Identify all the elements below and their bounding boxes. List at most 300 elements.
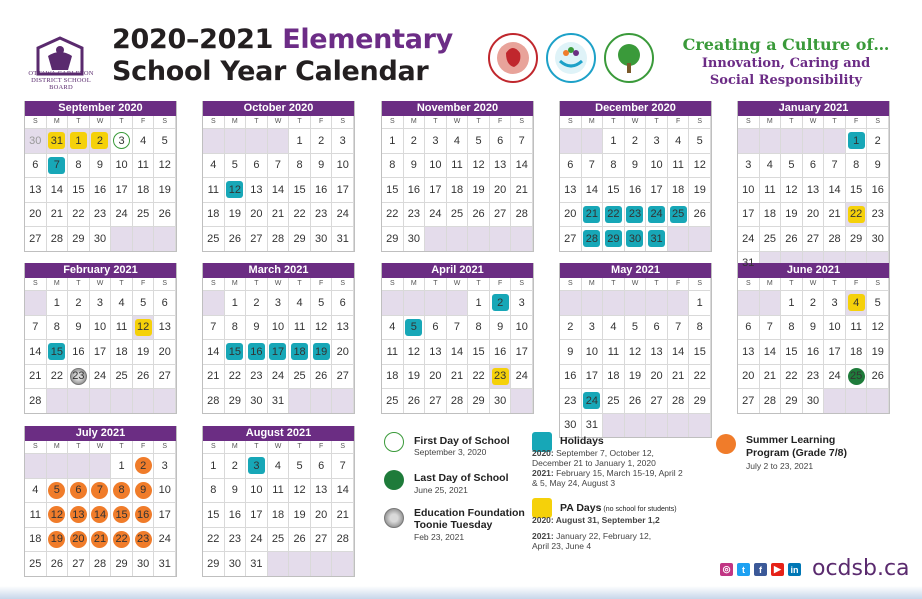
day-cell [311,478,333,503]
day-number: 28 [763,394,776,407]
first-day-legend-date: September 3, 2020 [414,447,487,457]
day-cell [404,202,426,227]
day-number: 31 [50,134,63,147]
day-cell [268,153,290,178]
day-cell [425,339,447,364]
toonie-legend-title2: Toonie Tuesday [414,519,493,531]
day-number: 15 [115,508,128,521]
day-cell [311,502,333,527]
day-cell [246,339,268,364]
day-cell [203,339,225,364]
day-number: 26 [693,208,706,221]
day-cell [111,453,133,478]
youtube-icon[interactable]: ▶ [771,563,784,576]
weekday-label: F [133,116,155,128]
day-number: 16 [871,183,884,196]
day-cell [625,413,647,438]
day-number: 15 [693,345,706,358]
day-cell [311,128,333,153]
day-number: 26 [315,370,328,383]
day-number: 25 [137,208,150,221]
day-cell [154,128,176,153]
day-number: 22 [607,208,620,221]
day-number: 8 [610,159,617,172]
month-calendar [202,263,355,414]
day-number: 26 [228,232,241,245]
day-number: 21 [828,208,841,221]
day-number: 25 [293,370,306,383]
pa-days-2021-dates: January 22, February 12, [553,531,652,541]
day-number: 16 [93,183,107,196]
day-cell [382,226,404,251]
day-cell [154,315,176,340]
day-cell [738,226,760,251]
day-number: 27 [650,394,663,407]
day-cell [154,478,176,503]
day-number: 15 [228,345,241,358]
day-cell [803,226,825,251]
day-number: 10 [515,321,528,334]
summer-learning-legend-icon [716,434,736,454]
day-cell [689,388,711,413]
weekday-label: T [289,116,311,128]
day-cell [90,453,112,478]
day-cell [404,177,426,202]
weekday-label: S [25,278,47,290]
day-cell [646,315,668,340]
weekday-header [738,278,889,290]
day-cell [111,527,133,552]
day-number: 9 [567,345,574,358]
day-cell [760,364,782,389]
month-title: January 2021 [738,101,889,116]
day-cell [490,388,512,413]
day-cell [824,364,846,389]
weekday-label: S [867,116,889,128]
day-cell [332,153,354,178]
day-number: 19 [871,345,884,358]
logo-text-line1: OTTAWA CARLETON [28,70,94,77]
day-number: 13 [742,345,755,358]
day-cell [133,453,155,478]
day-cell [332,551,354,576]
day-cell [68,128,90,153]
day-cell [154,453,176,478]
day-number: 5 [296,459,303,472]
month-title: March 2021 [203,263,354,278]
weekday-header [560,278,711,290]
day-number: 12 [293,484,306,497]
day-number: 9 [809,321,817,334]
day-cell [289,315,311,340]
pa-days-title-note: (no school for students) [601,506,677,513]
day-cell [646,226,668,251]
day-cell [560,388,582,413]
day-cell [268,527,290,552]
day-cell [404,153,426,178]
day-cell [47,153,69,178]
day-cell [246,388,268,413]
day-grid [25,290,176,413]
day-cell [824,339,846,364]
day-cell [225,226,247,251]
day-number: 8 [53,321,60,334]
day-number: 17 [115,183,128,196]
weekday-label: T [111,116,133,128]
day-cell [154,226,176,251]
day-cell [846,153,868,178]
day-cell [68,315,90,340]
day-cell [47,388,69,413]
day-number: 2 [631,134,639,147]
day-number: 6 [432,321,439,334]
day-cell [646,177,668,202]
day-grid [25,453,176,576]
day-cell [68,388,90,413]
title-year: 2020–2021 [112,24,283,55]
day-cell [760,177,782,202]
day-number: 11 [207,183,219,196]
day-number: 29 [72,232,85,245]
day-cell [425,290,447,315]
day-cell [738,364,760,389]
weekday-label: M [404,116,426,128]
day-cell [203,290,225,315]
day-cell [268,226,290,251]
day-number: 1 [696,296,703,309]
day-number: 17 [742,208,755,221]
day-number: 7 [32,321,39,334]
summer-legend-title1: Summer Learning [746,434,836,446]
day-number: 11 [672,159,684,172]
weekday-label: T [68,116,90,128]
day-cell [311,315,333,340]
day-number: 12 [407,345,420,358]
day-number: 29 [472,394,485,407]
day-number: 24 [93,370,107,383]
day-cell [311,153,333,178]
day-cell [824,153,846,178]
day-cell [603,177,625,202]
day-number: 27 [564,232,577,245]
day-number: 14 [271,183,285,196]
day-number: 17 [158,508,171,521]
instagram-icon[interactable]: ◎ [720,563,733,576]
day-number: 5 [161,134,168,147]
day-number: 28 [50,232,63,245]
day-number: 14 [50,183,63,196]
day-cell [382,290,404,315]
day-cell [133,128,155,153]
day-cell [646,413,668,438]
day-cell [246,527,268,552]
weekday-label: S [689,116,711,128]
day-cell [404,388,426,413]
day-cell [425,388,447,413]
day-cell [447,339,469,364]
day-cell [468,364,490,389]
day-number: 23 [564,394,577,407]
day-number: 30 [29,134,42,147]
day-number: 24 [115,208,128,221]
day-number: 25 [271,533,285,546]
weekday-label: T [68,441,90,453]
day-cell [425,315,447,340]
day-number: 9 [140,484,147,497]
day-number: 13 [336,321,349,334]
day-cell [25,551,47,576]
pa-days-title-text: PA Days [560,502,602,514]
weekday-label: M [760,116,782,128]
weekday-header [382,278,533,290]
day-number: 21 [29,370,42,383]
day-number: 7 [274,159,282,172]
day-cell [203,226,225,251]
weekday-label: S [382,116,404,128]
weekday-label: S [154,116,176,128]
website-link[interactable]: ocdsb.ca [812,556,910,581]
day-cell [511,226,533,251]
day-number: 1 [118,459,125,472]
day-number: 11 [764,183,776,196]
day-cell [803,128,825,153]
day-number: 23 [137,533,150,546]
day-number: 7 [210,321,217,334]
day-number: 11 [386,345,398,358]
weekday-label: S [560,116,582,128]
day-number: 15 [785,345,798,358]
holidays-2020-dates: September 7, October 12, [553,448,654,458]
month-title: April 2021 [382,263,533,278]
day-cell [582,202,604,227]
day-cell [25,453,47,478]
day-number: 19 [228,208,241,221]
day-cell [603,290,625,315]
holidays-2021-dates: February 15, March 15-19, April 2 [553,468,683,478]
day-cell [68,153,90,178]
weekday-label: T [68,278,90,290]
day-cell [668,128,690,153]
logo-text-line2: DISTRICT SCHOOL BOARD [31,77,91,91]
day-cell [582,226,604,251]
day-cell [689,339,711,364]
linkedin-icon[interactable]: in [788,563,801,576]
day-cell [646,153,668,178]
month-title: August 2021 [203,426,354,441]
day-number: 15 [72,183,85,196]
day-number: 18 [763,208,776,221]
day-cell [289,153,311,178]
day-cell [738,202,760,227]
day-cell [203,128,225,153]
day-cell [603,364,625,389]
day-number: 9 [75,321,82,334]
day-number: 9 [318,159,325,172]
day-cell [781,177,803,202]
day-cell [560,315,582,340]
day-cell [490,177,512,202]
day-cell [90,315,112,340]
day-number: 8 [853,159,860,172]
day-number: 20 [742,370,755,383]
day-number: 11 [137,159,149,172]
month-title: December 2020 [560,101,711,116]
day-number: 31 [650,232,663,245]
day-grid [738,290,889,413]
day-number: 19 [137,345,150,358]
culture-line2: Innovation, Caring and [701,56,871,71]
day-number: 3 [161,459,168,472]
day-number: 31 [158,557,171,570]
day-cell [289,128,311,153]
weekday-label: S [382,278,404,290]
day-cell [68,177,90,202]
day-number: 27 [429,394,442,407]
day-cell [111,364,133,389]
day-cell [203,153,225,178]
day-cell [867,364,889,389]
day-cell [225,551,247,576]
day-cell [332,339,354,364]
day-cell [268,453,290,478]
day-number: 30 [806,394,820,407]
day-cell [646,339,668,364]
day-cell [738,315,760,340]
day-number: 3 [831,296,838,309]
day-cell [25,128,47,153]
day-cell [289,502,311,527]
day-cell [625,177,647,202]
day-cell [625,315,647,340]
day-cell [760,315,782,340]
day-cell [332,527,354,552]
day-cell [846,128,868,153]
day-cell [47,339,69,364]
weekday-label: T [246,278,268,290]
culture-tagline [662,35,910,89]
day-number: 20 [72,533,85,546]
holidays-2021-line [532,468,683,478]
day-number: 4 [853,296,860,309]
day-number: 18 [672,183,685,196]
day-number: 18 [115,345,128,358]
day-number: 18 [137,183,150,196]
day-number: 28 [29,394,42,407]
day-number: 23 [494,370,507,383]
day-cell [68,364,90,389]
day-number: 9 [497,321,504,334]
day-cell [25,478,47,503]
day-number: 22 [850,208,863,221]
day-number: 8 [475,321,482,334]
day-cell [846,388,868,413]
day-cell [47,364,69,389]
weekday-label: M [225,278,247,290]
day-number: 23 [72,370,85,383]
weekday-header [203,278,354,290]
day-number: 26 [472,208,485,221]
day-cell [468,315,490,340]
day-cell [311,453,333,478]
twitter-icon[interactable]: t [737,563,750,576]
day-number: 22 [207,533,220,546]
day-cell [154,551,176,576]
day-cell [90,478,112,503]
day-cell [289,527,311,552]
day-cell [447,153,469,178]
day-cell [803,177,825,202]
day-number: 16 [628,183,642,196]
facebook-icon[interactable]: f [754,563,767,576]
day-cell [154,339,176,364]
day-number: 21 [336,508,349,521]
day-cell [781,226,803,251]
weekday-label: F [311,441,333,453]
day-cell [689,226,711,251]
day-cell [803,153,825,178]
day-number: 27 [29,232,42,245]
day-cell [668,339,690,364]
day-cell [68,527,90,552]
day-number: 4 [610,321,617,334]
holidays-legend-title: Holidays [560,435,604,447]
day-number: 24 [158,533,171,546]
weekday-label: F [846,116,868,128]
page-title [112,24,453,88]
day-cell [689,290,711,315]
last-day-legend-icon [384,470,404,490]
day-cell [311,364,333,389]
day-number: 18 [293,345,306,358]
day-number: 13 [29,183,42,196]
day-number: 19 [628,370,642,383]
day-number: 19 [50,533,63,546]
day-number: 6 [567,159,574,172]
day-cell [332,502,354,527]
day-number: 10 [336,159,349,172]
weekday-label: M [225,116,247,128]
day-cell [246,502,268,527]
day-number: 13 [564,183,577,196]
day-number: 5 [231,159,238,172]
day-cell [781,153,803,178]
day-number: 26 [871,370,884,383]
day-cell [468,388,490,413]
day-cell [511,177,533,202]
day-cell [867,315,889,340]
day-number: 1 [475,296,482,309]
day-cell [90,153,112,178]
day-cell [781,202,803,227]
day-cell [803,364,825,389]
day-number: 23 [315,208,328,221]
day-number: 15 [472,345,485,358]
day-cell [133,478,155,503]
day-cell [646,388,668,413]
day-cell [203,364,225,389]
first-day-legend-icon [384,432,404,452]
day-number: 28 [828,232,841,245]
day-cell [846,177,868,202]
day-cell [582,128,604,153]
day-number: 7 [53,159,60,172]
day-number: 15 [293,183,306,196]
day-cell [511,153,533,178]
day-number: 18 [850,345,863,358]
month-calendar [381,101,534,252]
day-cell [225,315,247,340]
day-cell [289,551,311,576]
